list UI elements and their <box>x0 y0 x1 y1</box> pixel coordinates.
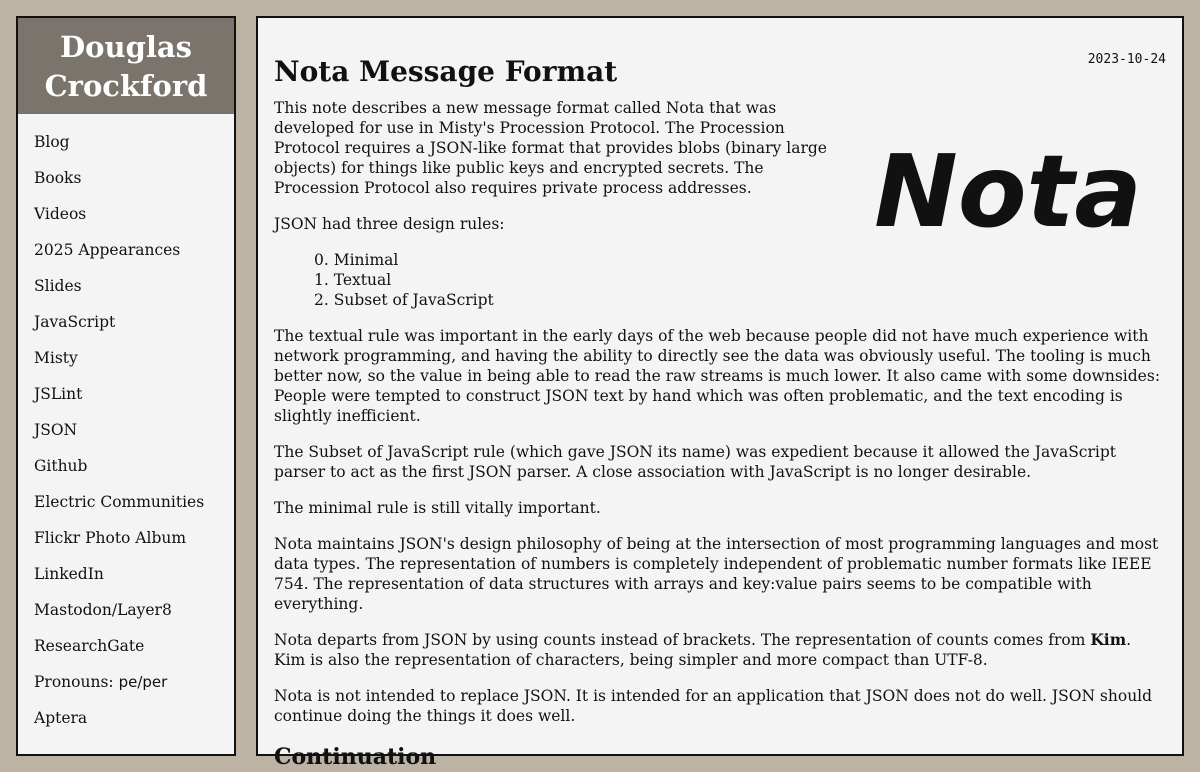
nav-item-linkedin[interactable]: LinkedIn <box>34 565 104 583</box>
nav-item-slides[interactable]: Slides <box>34 277 82 295</box>
page-title: Nota Message Format <box>274 55 618 88</box>
section-heading-continuation: Continuation <box>274 744 437 770</box>
list-item: 2. Subset of JavaScript <box>314 291 494 309</box>
site-title-line2: Crockford <box>44 69 208 103</box>
philosophy-paragraph: Nota maintains JSON's design philosophy of being at the intersection of most programming languages and most data types. The representation of numbers is completely independent of problematic number formats like IEEE 754. The representation of data structures with arrays and key:value pairs seems to be compatible with everything. <box>274 535 1159 613</box>
nota-logo <box>858 118 1158 253</box>
nav-item-jslint[interactable]: JSLint <box>34 385 83 403</box>
list-item: 0. Minimal <box>314 251 399 269</box>
nav-item-pronouns[interactable] <box>18 668 234 704</box>
list-item: 1. Textual <box>314 271 392 289</box>
nav-item-json[interactable]: JSON <box>34 421 78 439</box>
pronouns-value: pe/per <box>118 673 168 691</box>
nav-item-aptera[interactable]: Aptera <box>34 709 88 727</box>
design-rules-list <box>274 250 1166 310</box>
nav-item-flickr[interactable]: Flickr Photo Album <box>34 529 187 547</box>
pronouns-label: Pronouns: <box>34 673 119 691</box>
nav-item-github[interactable]: Github <box>34 457 88 475</box>
kim-link[interactable]: Kim <box>1090 630 1127 649</box>
not-replace-paragraph: Nota is not intended to replace JSON. It is intended for an application that JSON does not do well. JSON should continue doing the things it does well. <box>274 687 1153 725</box>
nav-list <box>18 114 234 740</box>
nav-item-appearances[interactable]: 2025 Appearances <box>34 241 181 259</box>
intro-paragraph: This note describes a new message format called Nota that was developed for use in Misty's Procession Protocol. The Procession Protocol requires a JSON-like format that provides blobs (binary large objects) for things like public keys and encrypted secrets. The Procession Protocol also requires private process addresses. <box>274 99 827 197</box>
nav-item-misty[interactable]: Misty <box>34 349 78 367</box>
nav-item-blog[interactable]: Blog <box>34 133 70 151</box>
nav-item-researchgate[interactable]: ResearchGate <box>34 637 145 655</box>
counts-paragraph <box>274 630 1166 670</box>
article <box>256 16 1184 770</box>
sidebar <box>16 16 236 756</box>
minimal-rule-paragraph: The minimal rule is still vitally important. <box>274 499 601 517</box>
nav-item-books[interactable]: Books <box>34 169 82 187</box>
textual-rule-paragraph: The textual rule was important in the early days of the web because people did not have much experience with network programming, and having the ability to directly see the data was obviously useful. The tooling is much better now, so the value in being able to read the raw streams is much lower. It also came with some downsides: People were tempted to construct JSON text by hand which was often problematic, and the text encoding is slightly inefficient. <box>274 327 1161 425</box>
subset-rule-paragraph: The Subset of JavaScript rule (which gave JSON its name) was expedient because it allowed the JavaScript parser to act as the first JSON parser. A close association with JavaScript is no longer desirable. <box>274 443 1117 481</box>
nav-item-mastodon[interactable]: Mastodon/Layer8 <box>34 601 172 619</box>
counts-text-after: . Kim is also the representation of characters, being simpler and more compact than UTF-8. <box>274 631 1132 669</box>
rules-intro: JSON had three design rules: <box>274 215 505 233</box>
site-title[interactable] <box>18 18 234 114</box>
site-title-line1: Douglas <box>60 30 192 64</box>
article-date: 2023-10-24 <box>1087 52 1166 67</box>
nav-item-videos[interactable]: Videos <box>34 205 87 223</box>
nav-item-electric-communities[interactable]: Electric Communities <box>34 493 205 511</box>
nota-logo-text: Nota <box>874 133 1142 250</box>
nav-item-javascript[interactable]: JavaScript <box>34 313 116 331</box>
counts-text-before: Nota departs from JSON by using counts instead of brackets. The representation of counts comes from <box>274 631 1091 649</box>
